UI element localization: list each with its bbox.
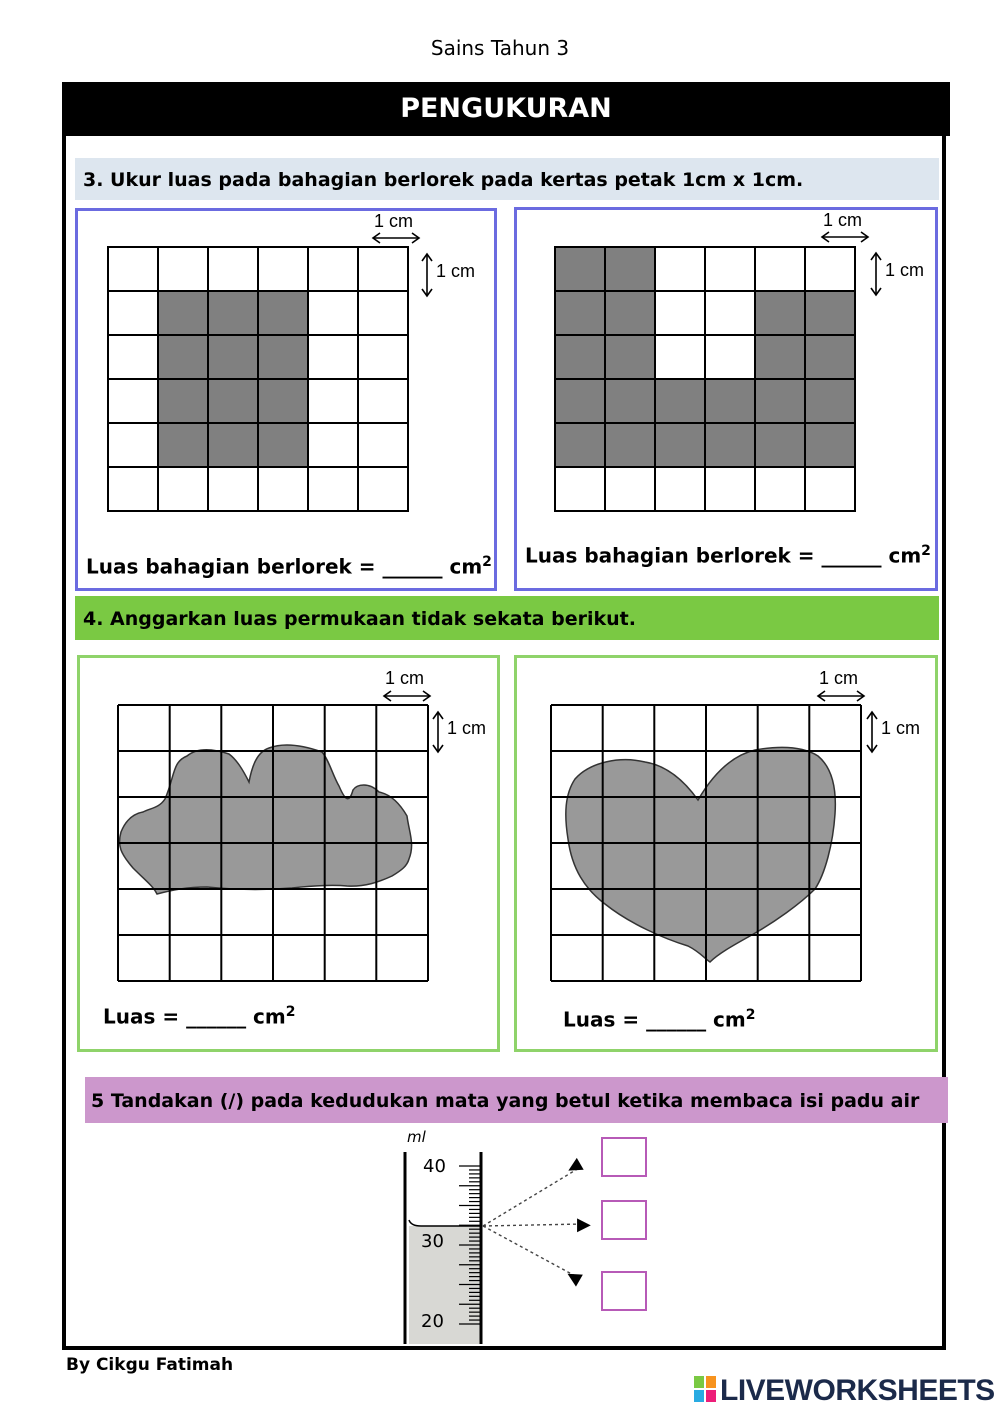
grid-cell (755, 247, 805, 291)
liveworksheets-logo-icon (694, 1374, 718, 1404)
q4-left-panel (77, 655, 500, 1052)
worksheet-title: PENGUKURAN (62, 82, 950, 136)
grid-cell-shaded (208, 423, 258, 467)
grid-cell (108, 247, 158, 291)
grid-cell (358, 423, 408, 467)
q3-left-grid (107, 246, 409, 512)
grid-cell (705, 247, 755, 291)
grid-cell (805, 247, 855, 291)
scale-label-40: 40 (423, 1156, 446, 1177)
grid-cell-shaded (755, 423, 805, 467)
grid-cell-shaded (158, 379, 208, 423)
double-arrow-vertical-icon (420, 251, 434, 299)
q3-left-panel (75, 208, 497, 591)
unit-label-horizontal: 1 cm (374, 211, 414, 231)
grid-cell-shaded (805, 291, 855, 335)
heart-shape-grid (550, 704, 862, 982)
grid-cell-shaded (208, 335, 258, 379)
grid-cell (308, 423, 358, 467)
question-3-prompt: 3. Ukur luas pada bahagian berlorek pada kertas petak 1cm x 1cm. (75, 158, 939, 200)
double-arrow-horizontal-icon (381, 689, 433, 703)
double-arrow-horizontal-icon (819, 230, 871, 244)
q3-right-answer[interactable]: Luas bahagian berlorek = ______ $cm^2$ (525, 543, 931, 568)
grid-row (555, 379, 855, 423)
grid-cell-shaded (158, 423, 208, 467)
grid-cell (258, 247, 308, 291)
question-4-prompt: 4. Anggarkan luas permukaan tidak sekata berikut. (75, 596, 939, 640)
volume-unit-label: ml (407, 1128, 426, 1146)
grid-cell-shaded (805, 423, 855, 467)
grid-row (108, 247, 408, 291)
q3-right-panel (514, 207, 938, 591)
grid-cell-shaded (755, 379, 805, 423)
grid-cell (705, 291, 755, 335)
grid-cell-shaded (755, 335, 805, 379)
double-arrow-horizontal-icon (370, 231, 422, 245)
scale-label-30: 30 (421, 1231, 444, 1252)
scale-label-20: 20 (421, 1311, 444, 1332)
question-5-prompt: 5 Tandakan (/) pada kedudukan mata yang betul ketika membaca isi padu air (85, 1077, 948, 1123)
grid-cell-shaded (605, 379, 655, 423)
measuring-cylinder-illustration (395, 1126, 600, 1346)
unit-label-horizontal: 1 cm (385, 668, 425, 688)
grid-cell (358, 247, 408, 291)
grid-cell (308, 467, 358, 511)
grid-cell (108, 291, 158, 335)
grid-cell (308, 291, 358, 335)
page-subject: Sains Tahun 3 (430, 36, 570, 60)
grid-row (108, 467, 408, 511)
brand-logo (694, 1374, 995, 1408)
grid-cell-shaded (258, 423, 308, 467)
grid-cell (208, 247, 258, 291)
grid-cell-shaded (158, 335, 208, 379)
double-arrow-vertical-icon (431, 709, 445, 755)
grid-cell-shaded (208, 291, 258, 335)
grid-cell-shaded (605, 423, 655, 467)
answer-checkbox-middle[interactable] (601, 1200, 647, 1240)
grid-row (555, 423, 855, 467)
grid-cell (308, 247, 358, 291)
grid-cell (755, 467, 805, 511)
unit-label-horizontal: 1 cm (823, 210, 863, 230)
grid-cell-shaded (605, 247, 655, 291)
brand-name: LIVEWORKSHEETS (720, 1374, 995, 1407)
grid-cell-shaded (258, 291, 308, 335)
double-arrow-vertical-icon (865, 709, 879, 755)
grid-cell (358, 379, 408, 423)
grid-cell-shaded (555, 247, 605, 291)
grid-cell-shaded (555, 335, 605, 379)
grid-cell-shaded (755, 291, 805, 335)
grid-cell-shaded (805, 335, 855, 379)
grid-cell-shaded (655, 423, 705, 467)
q3-right-grid (554, 246, 856, 512)
grid-cell-shaded (605, 335, 655, 379)
grid-cell (358, 291, 408, 335)
grid-cell-shaded (805, 379, 855, 423)
double-arrow-vertical-icon (869, 250, 883, 298)
grid-cell (655, 335, 705, 379)
grid-row (555, 291, 855, 335)
q4-right-answer[interactable]: Luas = ______ $cm^2$ (563, 1007, 756, 1032)
grid-cell (705, 335, 755, 379)
grid-cell-shaded (208, 379, 258, 423)
grid-cell (108, 335, 158, 379)
grid-row (108, 379, 408, 423)
grid-cell (358, 467, 408, 511)
grid-cell (655, 247, 705, 291)
q4-right-panel (514, 655, 938, 1052)
grid-row (555, 467, 855, 511)
unit-label-vertical: 1 cm (885, 260, 925, 280)
grid-row (108, 423, 408, 467)
grid-row (108, 291, 408, 335)
grid-cell (158, 247, 208, 291)
eye-icon: ◀ (562, 1153, 586, 1180)
grid-cell-shaded (605, 291, 655, 335)
eye-icon: ◀ (562, 1263, 586, 1290)
grid-cell-shaded (555, 291, 605, 335)
grid-cell-shaded (258, 335, 308, 379)
grid-cell (655, 291, 705, 335)
answer-checkbox-top[interactable] (601, 1137, 647, 1177)
grid-cell (555, 467, 605, 511)
unit-label-vertical: 1 cm (447, 718, 487, 738)
answer-checkbox-bottom[interactable] (601, 1271, 647, 1311)
grid-cell (655, 467, 705, 511)
grid-cell-shaded (705, 423, 755, 467)
grid-cell-shaded (555, 379, 605, 423)
q3-left-answer[interactable]: Luas bahagian berlorek = ______ $cm^2$ (86, 554, 492, 579)
grid-cell-shaded (158, 291, 208, 335)
grid-row (108, 335, 408, 379)
unit-label-vertical: 1 cm (436, 261, 476, 281)
grid-cell (705, 467, 755, 511)
grid-cell (805, 467, 855, 511)
grid-row (555, 335, 855, 379)
grid-cell (158, 467, 208, 511)
grid-cell-shaded (555, 423, 605, 467)
grid-cell (308, 335, 358, 379)
q4-left-answer[interactable]: Luas = ______ $cm^2$ (103, 1004, 296, 1029)
grid-cell (308, 379, 358, 423)
grid-cell-shaded (655, 379, 705, 423)
grid-cell (108, 379, 158, 423)
author-credit: By Cikgu Fatimah (66, 1355, 234, 1375)
cloud-shape-grid (117, 704, 429, 982)
grid-cell (208, 467, 258, 511)
unit-label-horizontal: 1 cm (819, 668, 859, 688)
grid-cell-shaded (258, 379, 308, 423)
grid-cell (258, 467, 308, 511)
grid-cell-shaded (705, 379, 755, 423)
eye-icon: ▶ (577, 1214, 591, 1235)
double-arrow-horizontal-icon (815, 689, 867, 703)
grid-cell (108, 423, 158, 467)
grid-cell (108, 467, 158, 511)
grid-cell (605, 467, 655, 511)
unit-label-vertical: 1 cm (881, 718, 921, 738)
grid-cell (358, 335, 408, 379)
grid-row (555, 247, 855, 291)
